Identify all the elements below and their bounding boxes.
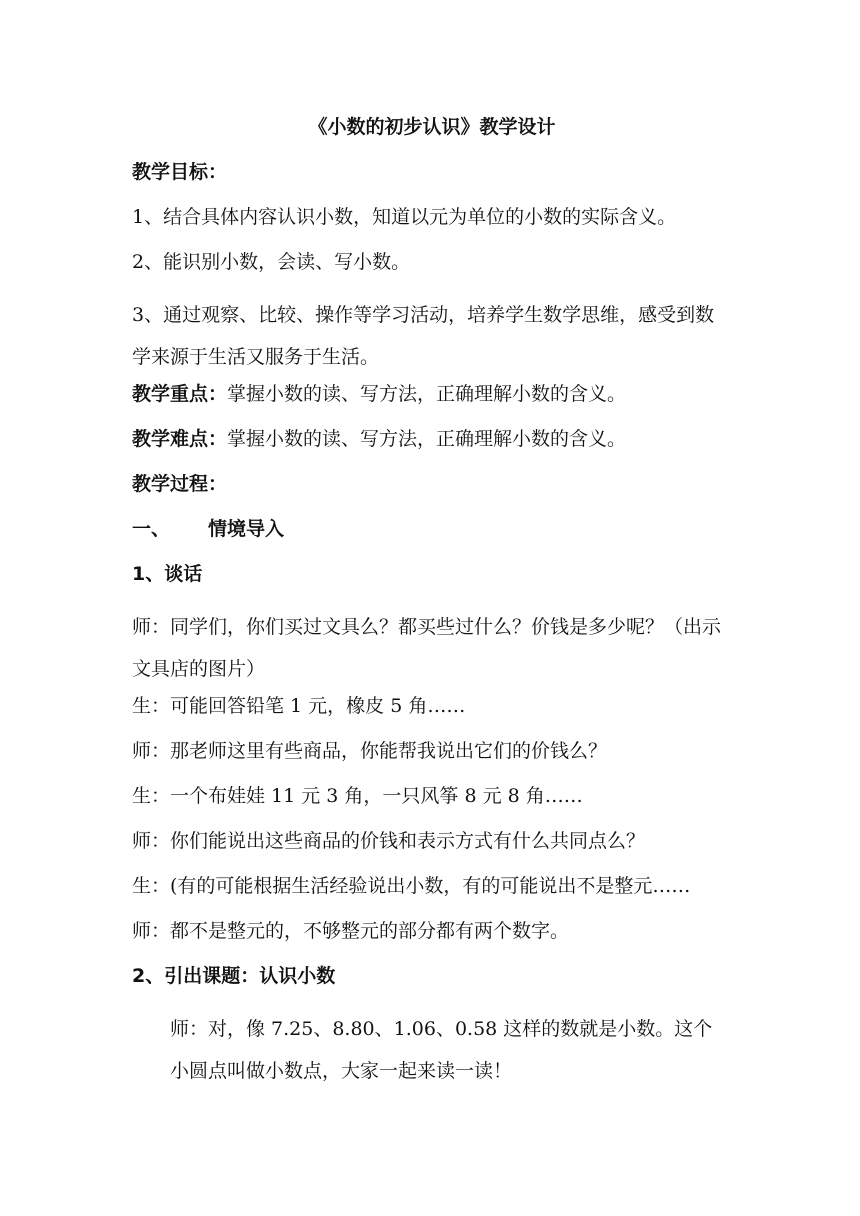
subsection-2-heading: 2、引出课题：认识小数 <box>132 965 336 987</box>
dialogue-line-7: 师：都不是整元的，不够整元的部分都有两个数字。 <box>132 920 570 942</box>
dialogue-line-5: 师：你们能说出这些商品的价钱和表示方式有什么共同点么？ <box>132 830 646 852</box>
section-1-title: 情境导入 <box>208 518 285 540</box>
section-1-number: 一、 <box>132 518 171 540</box>
goals-heading: 教学目标： <box>132 161 228 183</box>
document-title: 《小数的初步认识》教学设计 <box>308 116 556 138</box>
difficult-point <box>132 426 732 452</box>
dialogue-line-3: 师：那老师这里有些商品，你能帮我说出它们的价钱么？ <box>132 740 608 762</box>
goal-item-1: 1、结合具体内容认识小数，知道以元为单位的小数的实际含义。 <box>132 206 677 228</box>
subsection-1-heading: 1、谈话 <box>132 563 203 585</box>
key-point-label: 教学重点： <box>132 383 228 405</box>
document-body <box>132 114 732 1092</box>
key-point-text: 掌握小数的读、写方法，正确理解小数的含义。 <box>227 383 627 405</box>
dialogue-line-6: 生：(有的可能根据生活经验说出小数，有的可能说出不是整元…… <box>132 875 691 897</box>
dialogue-line-2: 生：可能回答铅笔 1 元，橡皮 5 角…… <box>132 695 466 717</box>
goal-item-2: 2、能识别小数，会读、写小数。 <box>132 251 411 273</box>
section-1-heading <box>132 516 732 542</box>
dialogue-line-1: 师：同学们，你们买过文具么？都买些过什么？价钱是多少呢？（出示文具店的图片） <box>132 616 722 680</box>
dialogue-line-4: 生：一个布娃娃 11 元 3 角，一只风筝 8 元 8 角…… <box>132 785 583 807</box>
dialogue-line-8: 师：对，像 7.25、8.80、1.06、0.58 这样的数就是小数。这个小圆点叫做小数点，大家一起来读一读！ <box>170 1018 713 1082</box>
goal-item-3: 3、通过观察、比较、操作等学习活动，培养学生数学思维，感受到数学来源于生活又服务于生活。 <box>132 304 715 368</box>
process-heading: 教学过程： <box>132 473 228 495</box>
key-point <box>132 381 732 407</box>
difficult-point-text: 掌握小数的读、写方法，正确理解小数的含义。 <box>227 428 627 450</box>
difficult-point-label: 教学难点： <box>132 428 228 450</box>
